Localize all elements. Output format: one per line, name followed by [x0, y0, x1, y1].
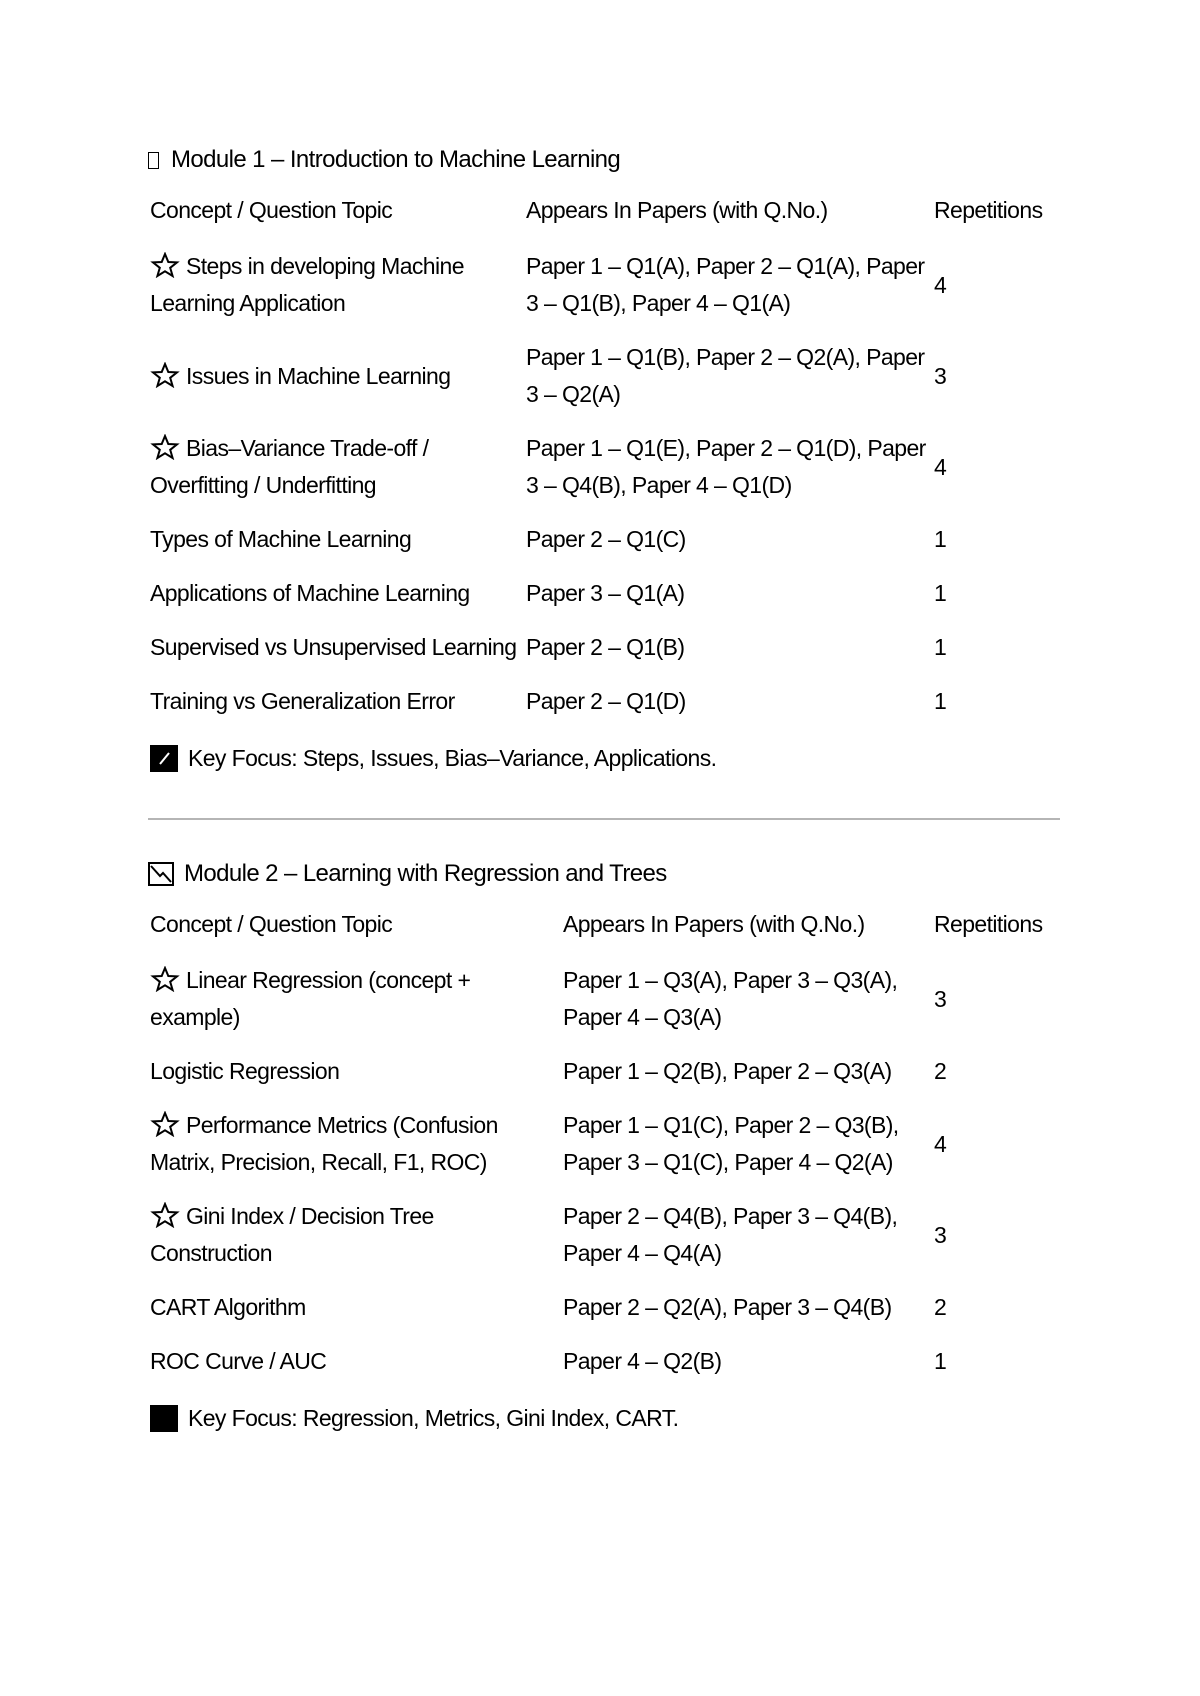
module-2-heading — [148, 854, 1060, 894]
repetitions-cell: 1 — [934, 580, 947, 606]
table-row — [148, 421, 1060, 512]
topic-cell — [148, 239, 524, 330]
topic-cell — [148, 620, 524, 674]
papers-cell: Paper 2 – Q4(B), Paper 3 – Q4(B), Paper 4 – Q4(A) — [563, 1203, 898, 1266]
topic-cell — [148, 674, 524, 728]
module-box-icon — [148, 152, 159, 169]
papers-cell: Paper 1 – Q1(B), Paper 2 – Q2(A), Paper 3 – Q2(A) — [526, 344, 925, 407]
column-header-papers: Appears In Papers (with Q.No.) — [526, 197, 828, 223]
topic-text: Steps in developing Machine Learning Application — [150, 253, 464, 316]
papers-cell: Paper 2 – Q2(A), Paper 3 – Q4(B) — [563, 1294, 892, 1320]
table-row — [148, 330, 1060, 421]
check-mark-box-icon — [150, 745, 178, 772]
papers-cell: Paper 1 – Q1(E), Paper 2 – Q1(D), Paper 3 – Q4(B), Paper 4 – Q1(D) — [526, 435, 926, 498]
papers-cell: Paper 2 – Q1(C) — [526, 526, 686, 552]
table-row — [148, 512, 1060, 566]
column-header-repetitions: Repetitions — [934, 197, 1043, 223]
topic-text: Performance Metrics (Confusion Matrix, Precision, Recall, F1, ROC) — [150, 1112, 498, 1175]
papers-cell: Paper 3 – Q1(A) — [526, 580, 685, 606]
module-2-title: Module 2 – Learning with Regression and Trees — [184, 860, 667, 887]
column-header-topic: Concept / Question Topic — [150, 197, 393, 223]
module-1-rows — [148, 239, 1060, 728]
module-2-key-focus — [148, 1398, 1060, 1438]
star-icon — [150, 1202, 180, 1228]
topic-text: Supervised vs Unsupervised Learning — [150, 634, 517, 660]
topic-cell — [148, 1280, 561, 1334]
chart-trend-icon — [148, 862, 174, 886]
star-icon — [150, 362, 180, 388]
repetitions-cell: 4 — [934, 453, 947, 480]
module-2-rows — [148, 953, 1060, 1388]
repetitions-cell: 2 — [934, 1058, 947, 1084]
star-icon — [150, 252, 180, 278]
topic-text: Linear Regression (concept + example) — [150, 967, 471, 1030]
table-row — [148, 953, 1060, 1044]
table-row — [148, 239, 1060, 330]
module-1-key-focus — [148, 738, 1060, 778]
star-icon — [150, 966, 180, 992]
topic-text: Types of Machine Learning — [150, 526, 412, 552]
module-1-table — [148, 180, 1060, 728]
repetitions-cell: 4 — [934, 1130, 947, 1157]
topic-text: Issues in Machine Learning — [186, 362, 451, 389]
column-header-papers: Appears In Papers (with Q.No.) — [563, 911, 865, 937]
topic-cell — [148, 1334, 561, 1388]
table-row — [148, 1334, 1060, 1388]
topic-text: ROC Curve / AUC — [150, 1348, 327, 1374]
table-row — [148, 1189, 1060, 1280]
topic-cell — [148, 1044, 561, 1098]
section-divider — [148, 818, 1060, 820]
star-icon — [150, 434, 180, 460]
table-row — [148, 1280, 1060, 1334]
topic-text: Logistic Regression — [150, 1058, 340, 1084]
topic-cell — [148, 1189, 561, 1280]
topic-cell — [148, 1098, 561, 1189]
key-focus-text: Key Focus: Regression, Metrics, Gini Index, CART. — [188, 1404, 679, 1431]
papers-cell: Paper 2 – Q1(D) — [526, 688, 686, 714]
table-row — [148, 620, 1060, 674]
table-row — [148, 566, 1060, 620]
module-2-table — [148, 894, 1060, 1388]
papers-cell: Paper 1 – Q1(C), Paper 2 – Q3(B), Paper 3 – Q1(C), Paper 4 – Q2(A) — [563, 1112, 899, 1175]
column-header-repetitions: Repetitions — [934, 911, 1043, 937]
topic-cell — [148, 953, 561, 1044]
papers-cell: Paper 2 – Q1(B) — [526, 634, 685, 660]
topic-text: Training vs Generalization Error — [150, 688, 455, 714]
repetitions-cell: 3 — [934, 985, 947, 1012]
module-1-heading — [148, 140, 1060, 180]
repetitions-cell: 4 — [934, 271, 947, 298]
repetitions-cell: 1 — [934, 526, 947, 552]
topic-cell — [148, 566, 524, 620]
repetitions-cell: 3 — [934, 1221, 947, 1248]
table-row — [148, 674, 1060, 728]
topic-text: Gini Index / Decision Tree Construction — [150, 1203, 434, 1266]
repetitions-cell: 2 — [934, 1294, 947, 1320]
table-header-row — [148, 894, 1060, 953]
repetitions-cell: 1 — [934, 634, 947, 660]
topic-text: Bias–Variance Trade-off / Overfitting / Underfitting — [150, 435, 429, 498]
repetitions-cell: 3 — [934, 362, 947, 389]
table-header-row — [148, 180, 1060, 239]
papers-cell: Paper 1 – Q1(A), Paper 2 – Q1(A), Paper 3 – Q1(B), Paper 4 – Q1(A) — [526, 253, 925, 316]
repetitions-cell: 1 — [934, 1348, 947, 1374]
table-row — [148, 1044, 1060, 1098]
topic-cell — [148, 330, 524, 421]
topic-cell — [148, 421, 524, 512]
table-row — [148, 1098, 1060, 1189]
repetitions-cell: 1 — [934, 688, 947, 714]
column-header-topic: Concept / Question Topic — [150, 911, 393, 937]
papers-cell: Paper 1 – Q2(B), Paper 2 – Q3(A) — [563, 1058, 892, 1084]
module-2-section — [148, 854, 1060, 1438]
key-focus-text: Key Focus: Steps, Issues, Bias–Variance, Applications. — [188, 744, 717, 771]
document-page — [148, 140, 1060, 1438]
check-mark-box-icon — [150, 1405, 178, 1432]
papers-cell: Paper 4 – Q2(B) — [563, 1348, 722, 1374]
topic-text: Applications of Machine Learning — [150, 580, 470, 606]
star-icon — [150, 1111, 180, 1137]
module-1-title: Module 1 – Introduction to Machine Learning — [171, 146, 621, 173]
topic-cell — [148, 512, 524, 566]
topic-text: CART Algorithm — [150, 1294, 306, 1320]
module-1-section — [148, 140, 1060, 778]
papers-cell: Paper 1 – Q3(A), Paper 3 – Q3(A), Paper 4 – Q3(A) — [563, 967, 898, 1030]
